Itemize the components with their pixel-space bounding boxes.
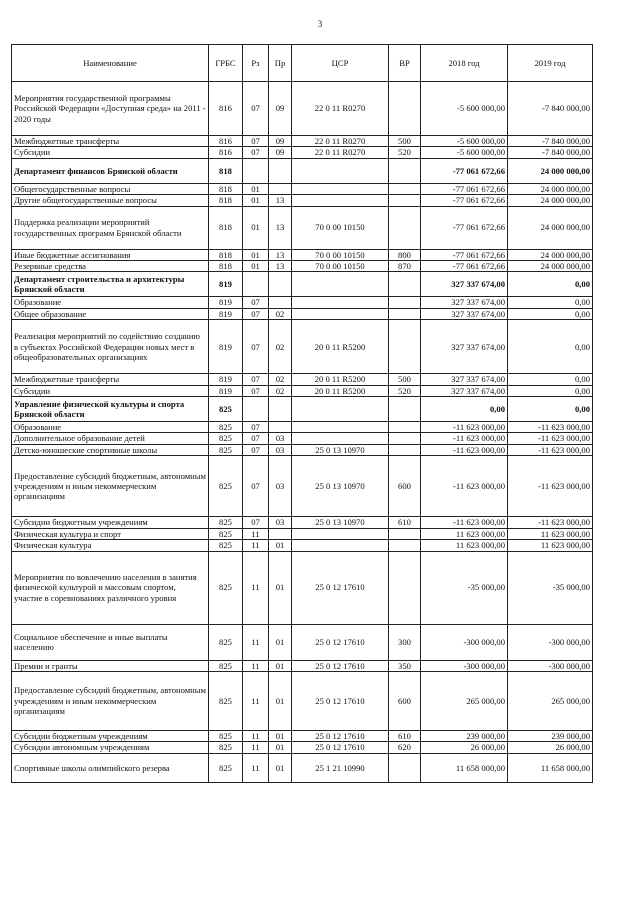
cell-name: Детско-юношеские спортивные школы: [12, 444, 209, 455]
table-row: [12, 517, 593, 528]
table-row: [12, 374, 593, 385]
cell-csr: [292, 308, 389, 319]
cell-csr: 20 0 11 R5200: [292, 374, 389, 385]
cell-name: Субсидии бюджетным учреждениям: [12, 517, 209, 528]
cell-y2019: 265 000,00: [508, 671, 593, 730]
table-row: [12, 422, 593, 433]
cell-grbs: 816: [209, 136, 243, 147]
table-row: [12, 195, 593, 206]
cell-y2019: -300 000,00: [508, 624, 593, 660]
cell-csr: 22 0 11 R0270: [292, 147, 389, 158]
table-row: [12, 308, 593, 319]
cell-csr: [292, 183, 389, 194]
cell-vr: 610: [389, 730, 421, 741]
cell-y2018: 327 337 674,00: [421, 297, 508, 308]
cell-pr: 01: [269, 671, 292, 730]
cell-y2019: 24 000 000,00: [508, 261, 593, 272]
cell-csr: [292, 195, 389, 206]
cell-y2019: 0,00: [508, 374, 593, 385]
cell-y2018: 327 337 674,00: [421, 385, 508, 396]
table-row: [12, 456, 593, 517]
cell-pr: 03: [269, 517, 292, 528]
cell-name: Резервные средства: [12, 261, 209, 272]
cell-y2018: 0,00: [421, 397, 508, 422]
cell-pr: [269, 422, 292, 433]
cell-vr: [389, 422, 421, 433]
cell-y2019: 24 000 000,00: [508, 183, 593, 194]
table-row: [12, 272, 593, 297]
cell-y2018: 327 337 674,00: [421, 308, 508, 319]
cell-vr: [389, 433, 421, 444]
cell-grbs: 818: [209, 195, 243, 206]
cell-grbs: 825: [209, 433, 243, 444]
cell-y2019: -11 623 000,00: [508, 517, 593, 528]
cell-rz: 11: [243, 660, 269, 671]
cell-y2018: -77 061 672,66: [421, 158, 508, 183]
cell-y2019: -7 840 000,00: [508, 147, 593, 158]
cell-pr: 01: [269, 660, 292, 671]
cell-y2019: 239 000,00: [508, 730, 593, 741]
cell-csr: 25 0 12 17610: [292, 624, 389, 660]
cell-rz: 07: [243, 320, 269, 374]
cell-y2019: 11 623 000,00: [508, 528, 593, 539]
cell-name: Реализация мероприятий по содействию созданию в субъектах Российской Федерации новых мест в общеобразовательных организациях: [12, 320, 209, 374]
cell-vr: 500: [389, 136, 421, 147]
cell-rz: 07: [243, 297, 269, 308]
table-row: [12, 671, 593, 730]
cell-grbs: 816: [209, 82, 243, 136]
cell-y2019: 26 000,00: [508, 742, 593, 753]
cell-rz: 01: [243, 249, 269, 260]
cell-pr: 09: [269, 147, 292, 158]
table-row: [12, 753, 593, 782]
cell-vr: [389, 272, 421, 297]
cell-grbs: 825: [209, 444, 243, 455]
cell-pr: [269, 528, 292, 539]
cell-pr: 13: [269, 195, 292, 206]
cell-grbs: 825: [209, 753, 243, 782]
cell-vr: [389, 183, 421, 194]
cell-rz: 01: [243, 206, 269, 249]
cell-y2018: 11 623 000,00: [421, 540, 508, 551]
cell-grbs: 825: [209, 742, 243, 753]
cell-csr: 22 0 11 R0270: [292, 136, 389, 147]
cell-y2019: 24 000 000,00: [508, 206, 593, 249]
cell-rz: 07: [243, 82, 269, 136]
cell-pr: 03: [269, 433, 292, 444]
cell-y2019: -35 000,00: [508, 551, 593, 624]
cell-vr: 620: [389, 742, 421, 753]
cell-vr: 500: [389, 374, 421, 385]
column-header-csr: ЦСР: [292, 45, 389, 82]
cell-rz: 07: [243, 385, 269, 396]
table-row: [12, 158, 593, 183]
cell-csr: 25 0 13 10970: [292, 444, 389, 455]
cell-pr: 13: [269, 261, 292, 272]
cell-name: Департамент финансов Брянской области: [12, 158, 209, 183]
cell-name: Субсидии: [12, 385, 209, 396]
cell-grbs: 825: [209, 660, 243, 671]
cell-y2019: -11 623 000,00: [508, 422, 593, 433]
cell-vr: 870: [389, 261, 421, 272]
cell-y2018: 11 623 000,00: [421, 528, 508, 539]
cell-vr: 610: [389, 517, 421, 528]
cell-vr: [389, 82, 421, 136]
cell-y2018: -11 623 000,00: [421, 456, 508, 517]
cell-y2019: 0,00: [508, 385, 593, 396]
cell-pr: 02: [269, 308, 292, 319]
cell-pr: 13: [269, 249, 292, 260]
cell-grbs: 818: [209, 158, 243, 183]
cell-csr: [292, 433, 389, 444]
cell-y2019: -7 840 000,00: [508, 136, 593, 147]
cell-pr: 01: [269, 753, 292, 782]
table-row: [12, 136, 593, 147]
table-row: [12, 249, 593, 260]
cell-pr: 01: [269, 624, 292, 660]
cell-grbs: 819: [209, 308, 243, 319]
cell-pr: [269, 272, 292, 297]
cell-csr: [292, 158, 389, 183]
cell-csr: [292, 272, 389, 297]
cell-y2018: 265 000,00: [421, 671, 508, 730]
cell-y2019: 0,00: [508, 272, 593, 297]
cell-y2019: -300 000,00: [508, 660, 593, 671]
cell-csr: [292, 297, 389, 308]
cell-pr: 02: [269, 385, 292, 396]
cell-name: Образование: [12, 297, 209, 308]
cell-grbs: 818: [209, 206, 243, 249]
page-number: 3: [317, 19, 323, 29]
column-header-grbs: ГРБС: [209, 45, 243, 82]
cell-pr: 01: [269, 730, 292, 741]
cell-name: Департамент строительства и архитектуры Брянской области: [12, 272, 209, 297]
cell-rz: 07: [243, 147, 269, 158]
cell-rz: 11: [243, 671, 269, 730]
cell-vr: 520: [389, 147, 421, 158]
cell-y2019: 0,00: [508, 397, 593, 422]
table-row: [12, 540, 593, 551]
cell-grbs: 818: [209, 249, 243, 260]
column-header-rz: Рз: [243, 45, 269, 82]
cell-rz: [243, 272, 269, 297]
cell-y2018: -35 000,00: [421, 551, 508, 624]
cell-rz: 07: [243, 433, 269, 444]
cell-grbs: 825: [209, 540, 243, 551]
cell-rz: 07: [243, 444, 269, 455]
cell-name: Управление физической культуры и спорта Брянской области: [12, 397, 209, 422]
cell-y2019: -11 623 000,00: [508, 456, 593, 517]
cell-csr: 25 0 13 10970: [292, 517, 389, 528]
cell-csr: 25 0 12 17610: [292, 742, 389, 753]
table-row: [12, 624, 593, 660]
cell-grbs: 825: [209, 456, 243, 517]
cell-vr: [389, 540, 421, 551]
cell-rz: 07: [243, 308, 269, 319]
column-header-2018: 2018 год: [421, 45, 508, 82]
cell-y2018: 11 658 000,00: [421, 753, 508, 782]
column-header-2019: 2019 год: [508, 45, 593, 82]
cell-csr: 25 0 13 10970: [292, 456, 389, 517]
table-row: [12, 147, 593, 158]
cell-vr: [389, 551, 421, 624]
cell-vr: [389, 444, 421, 455]
cell-name: Межбюджетные трансферты: [12, 136, 209, 147]
cell-name: Мероприятия государственной программы Российской Федерации «Доступная среда» на 2011 - 2020 годы: [12, 82, 209, 136]
column-header-name: Наименование: [12, 45, 209, 82]
cell-csr: 70 0 00 10150: [292, 206, 389, 249]
cell-grbs: 818: [209, 261, 243, 272]
cell-rz: 01: [243, 261, 269, 272]
cell-vr: 520: [389, 385, 421, 396]
cell-grbs: 818: [209, 183, 243, 194]
cell-y2019: 0,00: [508, 297, 593, 308]
cell-vr: [389, 753, 421, 782]
cell-y2019: -7 840 000,00: [508, 82, 593, 136]
cell-grbs: 819: [209, 272, 243, 297]
cell-y2019: 11 658 000,00: [508, 753, 593, 782]
cell-grbs: 825: [209, 671, 243, 730]
cell-name: Предоставление субсидий бюджетным, автономным учреждениям и иным некоммерческим организациям: [12, 671, 209, 730]
cell-vr: 300: [389, 624, 421, 660]
cell-grbs: 819: [209, 297, 243, 308]
cell-pr: 02: [269, 374, 292, 385]
cell-name: Спортивные школы олимпийского резерва: [12, 753, 209, 782]
cell-y2018: 239 000,00: [421, 730, 508, 741]
cell-vr: 800: [389, 249, 421, 260]
cell-y2018: 327 337 674,00: [421, 374, 508, 385]
cell-grbs: 819: [209, 385, 243, 396]
cell-vr: [389, 158, 421, 183]
cell-y2019: 24 000 000,00: [508, 249, 593, 260]
cell-rz: 07: [243, 374, 269, 385]
cell-y2018: -77 061 672,66: [421, 195, 508, 206]
cell-y2018: 327 337 674,00: [421, 272, 508, 297]
column-header-vr: ВР: [389, 45, 421, 82]
cell-y2018: -5 600 000,00: [421, 82, 508, 136]
cell-y2019: 24 000 000,00: [508, 195, 593, 206]
table-body: [12, 82, 593, 783]
cell-name: Физическая культура: [12, 540, 209, 551]
cell-grbs: 825: [209, 730, 243, 741]
cell-csr: [292, 540, 389, 551]
cell-rz: 07: [243, 422, 269, 433]
cell-grbs: 819: [209, 320, 243, 374]
cell-rz: 11: [243, 730, 269, 741]
table-row: [12, 320, 593, 374]
cell-rz: 11: [243, 742, 269, 753]
cell-csr: 70 0 00 10150: [292, 249, 389, 260]
cell-y2018: -77 061 672,66: [421, 183, 508, 194]
cell-rz: 11: [243, 753, 269, 782]
cell-name: Иные бюджетные ассигнования: [12, 249, 209, 260]
cell-vr: 350: [389, 660, 421, 671]
cell-rz: [243, 397, 269, 422]
cell-pr: 01: [269, 742, 292, 753]
cell-csr: 25 0 12 17610: [292, 551, 389, 624]
cell-y2018: -300 000,00: [421, 660, 508, 671]
table-row: [12, 730, 593, 741]
cell-y2018: -77 061 672,66: [421, 261, 508, 272]
table-row: [12, 444, 593, 455]
cell-vr: [389, 528, 421, 539]
cell-pr: 03: [269, 444, 292, 455]
cell-csr: 25 0 12 17610: [292, 730, 389, 741]
cell-csr: 20 0 11 R5200: [292, 385, 389, 396]
cell-csr: 20 0 11 R5200: [292, 320, 389, 374]
cell-rz: 11: [243, 624, 269, 660]
table-row: [12, 397, 593, 422]
cell-name: Субсидии бюджетным учреждениям: [12, 730, 209, 741]
cell-rz: [243, 158, 269, 183]
table-row: [12, 261, 593, 272]
cell-grbs: 825: [209, 624, 243, 660]
cell-pr: 03: [269, 456, 292, 517]
cell-name: Премии и гранты: [12, 660, 209, 671]
table-row: [12, 297, 593, 308]
cell-pr: 01: [269, 540, 292, 551]
cell-grbs: 825: [209, 528, 243, 539]
cell-y2019: 0,00: [508, 320, 593, 374]
cell-name: Мероприятия по вовлечению населения в занятия физической культурой и массовым спортом, участие в соревнованиях различного уровня: [12, 551, 209, 624]
budget-table: [11, 44, 593, 783]
table-row: [12, 660, 593, 671]
cell-rz: 11: [243, 528, 269, 539]
cell-grbs: 819: [209, 374, 243, 385]
cell-y2019: 11 623 000,00: [508, 540, 593, 551]
table-row: [12, 528, 593, 539]
cell-pr: 02: [269, 320, 292, 374]
cell-rz: 07: [243, 136, 269, 147]
cell-csr: [292, 528, 389, 539]
cell-name: Поддержка реализации мероприятий государственных программ Брянской области: [12, 206, 209, 249]
cell-csr: 25 0 12 17610: [292, 660, 389, 671]
cell-y2018: -77 061 672,66: [421, 249, 508, 260]
cell-csr: 70 0 00 10150: [292, 261, 389, 272]
cell-rz: 01: [243, 183, 269, 194]
cell-pr: 09: [269, 82, 292, 136]
table-row: [12, 206, 593, 249]
column-header-pr: Пр: [269, 45, 292, 82]
cell-name: Физическая культура и спорт: [12, 528, 209, 539]
cell-name: Субсидии: [12, 147, 209, 158]
cell-y2019: -11 623 000,00: [508, 433, 593, 444]
cell-name: Дополнительное образование детей: [12, 433, 209, 444]
cell-vr: 600: [389, 456, 421, 517]
cell-name: Общее образование: [12, 308, 209, 319]
cell-name: Субсидии автономным учреждениям: [12, 742, 209, 753]
cell-grbs: 825: [209, 422, 243, 433]
cell-rz: 07: [243, 517, 269, 528]
cell-csr: [292, 422, 389, 433]
cell-grbs: 825: [209, 517, 243, 528]
table-row: [12, 551, 593, 624]
cell-name: Межбюджетные трансферты: [12, 374, 209, 385]
cell-y2018: -11 623 000,00: [421, 433, 508, 444]
cell-rz: 11: [243, 540, 269, 551]
cell-y2018: -5 600 000,00: [421, 147, 508, 158]
cell-y2019: 24 000 000,00: [508, 158, 593, 183]
cell-name: Социальное обеспечение и иные выплаты населению: [12, 624, 209, 660]
cell-vr: [389, 397, 421, 422]
cell-vr: [389, 206, 421, 249]
cell-pr: [269, 397, 292, 422]
cell-grbs: 825: [209, 397, 243, 422]
cell-vr: [389, 195, 421, 206]
cell-y2018: -300 000,00: [421, 624, 508, 660]
cell-pr: [269, 183, 292, 194]
cell-csr: 25 0 12 17610: [292, 671, 389, 730]
table-row: [12, 183, 593, 194]
table-row: [12, 82, 593, 136]
cell-vr: [389, 320, 421, 374]
table-row: [12, 742, 593, 753]
cell-pr: 09: [269, 136, 292, 147]
cell-name: Образование: [12, 422, 209, 433]
cell-y2018: -11 623 000,00: [421, 422, 508, 433]
cell-vr: 600: [389, 671, 421, 730]
cell-vr: [389, 297, 421, 308]
cell-name: Предоставление субсидий бюджетным, автономным учреждениям и иным некоммерческим организациям: [12, 456, 209, 517]
cell-pr: 13: [269, 206, 292, 249]
cell-pr: [269, 297, 292, 308]
cell-grbs: 825: [209, 551, 243, 624]
cell-name: Другие общегосударственные вопросы: [12, 195, 209, 206]
cell-rz: 01: [243, 195, 269, 206]
cell-y2018: -77 061 672,66: [421, 206, 508, 249]
cell-vr: [389, 308, 421, 319]
cell-csr: [292, 397, 389, 422]
cell-y2018: -11 623 000,00: [421, 517, 508, 528]
cell-rz: 11: [243, 551, 269, 624]
table-row: [12, 385, 593, 396]
cell-csr: 25 1 21 10990: [292, 753, 389, 782]
cell-y2019: 0,00: [508, 308, 593, 319]
cell-rz: 07: [243, 456, 269, 517]
cell-grbs: 816: [209, 147, 243, 158]
cell-y2018: -5 600 000,00: [421, 136, 508, 147]
table-header-row: [12, 45, 593, 82]
cell-y2018: -11 623 000,00: [421, 444, 508, 455]
cell-y2018: 26 000,00: [421, 742, 508, 753]
table-row: [12, 433, 593, 444]
cell-y2019: -11 623 000,00: [508, 444, 593, 455]
cell-pr: 01: [269, 551, 292, 624]
cell-pr: [269, 158, 292, 183]
cell-csr: 22 0 11 R0270: [292, 82, 389, 136]
cell-y2018: 327 337 674,00: [421, 320, 508, 374]
cell-name: Общегосударственные вопросы: [12, 183, 209, 194]
